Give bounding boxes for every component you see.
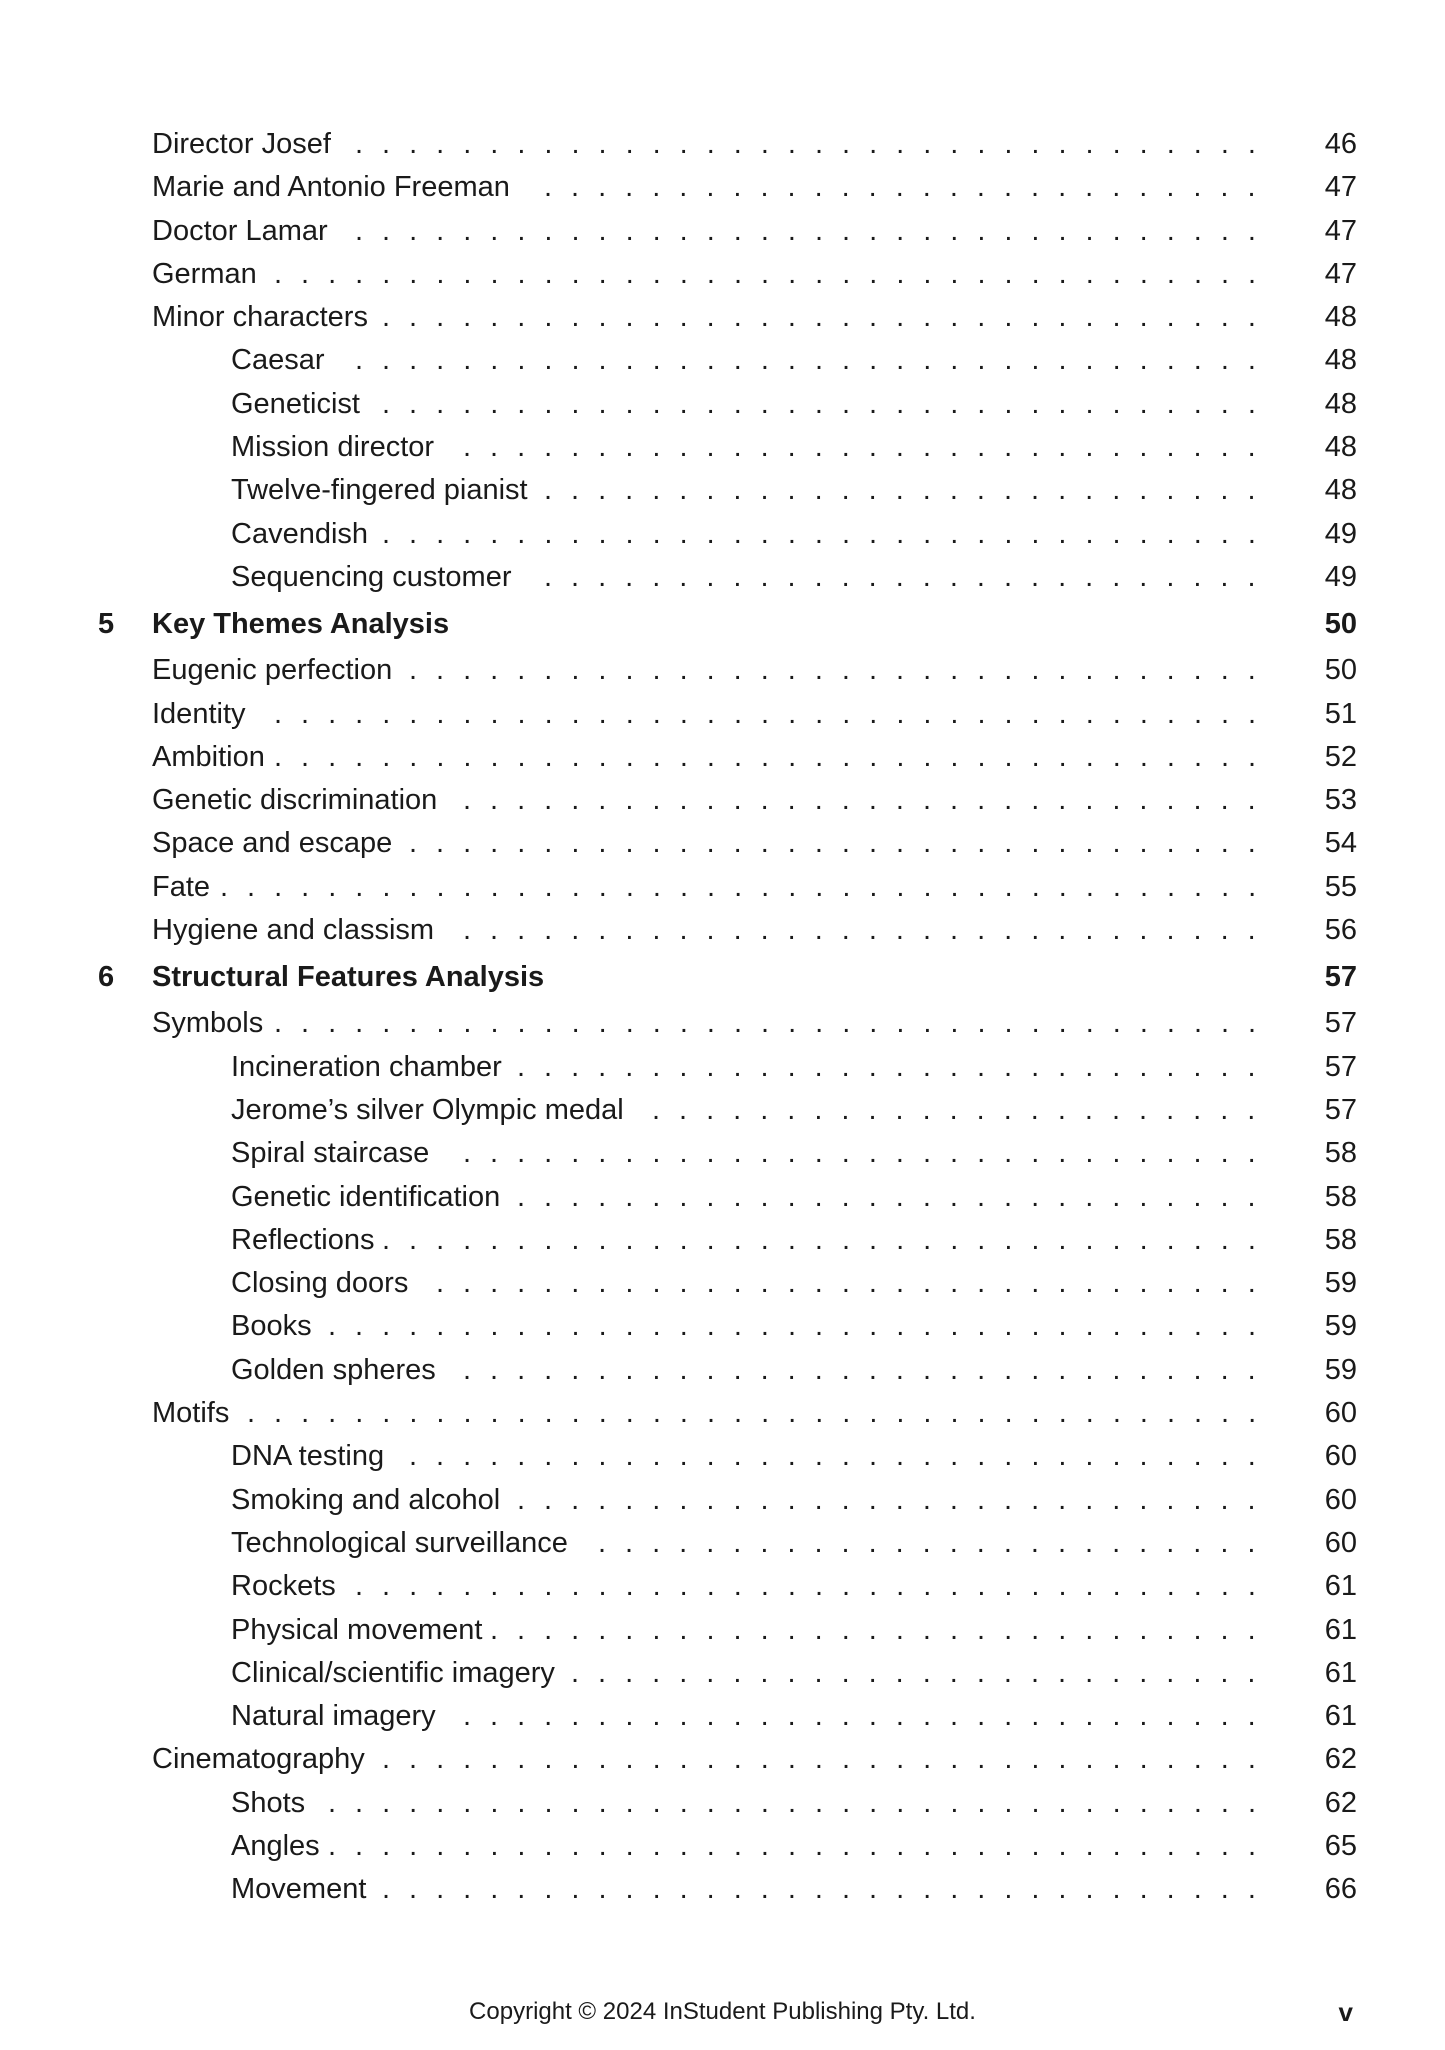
dot-leader: ..................................... xyxy=(274,257,1276,290)
toc-page-number: 47 xyxy=(1324,214,1357,247)
toc-page-number: 57 xyxy=(1324,961,1357,994)
toc-page-number: 48 xyxy=(1324,344,1357,377)
toc-entry[interactable] xyxy=(0,253,1445,296)
toc-entry-title: Caesar xyxy=(231,344,325,377)
toc-entry-title: Space and escape xyxy=(152,827,393,860)
toc-entry[interactable] xyxy=(0,1738,1445,1781)
toc-entry[interactable] xyxy=(0,1435,1445,1478)
toc-entry-title: Mission director xyxy=(231,431,435,464)
dot-leader: ........................... xyxy=(544,171,1275,204)
toc-entry[interactable] xyxy=(0,1825,1445,1868)
toc-page-number: 61 xyxy=(1324,1570,1357,1603)
toc-section-number: 5 xyxy=(98,608,115,641)
toc-entry-title: Fate xyxy=(152,870,211,903)
toc-entry[interactable] xyxy=(0,1046,1445,1089)
copyright-notice: Copyright © 2024 InStudent Publishing Pty. Ltd. xyxy=(469,1998,976,2025)
toc-entry[interactable] xyxy=(0,779,1445,822)
toc-page-number: 47 xyxy=(1324,171,1357,204)
toc-entry[interactable] xyxy=(0,1392,1445,1435)
toc-entry[interactable] xyxy=(0,1002,1445,1045)
toc-entry-title: Cavendish xyxy=(231,517,369,550)
toc-entry[interactable] xyxy=(0,822,1445,865)
toc-entry[interactable] xyxy=(0,210,1445,253)
toc-page-number: 53 xyxy=(1324,784,1357,817)
toc-entry-title: Doctor Lamar xyxy=(152,214,328,247)
dot-leader: ............................ xyxy=(517,1180,1275,1213)
dot-leader: .............................. xyxy=(463,1137,1275,1170)
dot-leader: ......................... xyxy=(598,1526,1275,1559)
toc-entry[interactable] xyxy=(0,1305,1445,1348)
toc-entry[interactable] xyxy=(0,1695,1445,1738)
toc-page-number: 49 xyxy=(1324,560,1357,593)
toc-entry[interactable] xyxy=(0,909,1445,952)
toc-entry-title: Technological surveillance xyxy=(231,1526,568,1559)
dot-leader: .................................. xyxy=(355,1570,1275,1603)
toc-page-number: 58 xyxy=(1324,1223,1357,1256)
dot-leader: .................................. xyxy=(355,214,1275,247)
toc-page-number: 48 xyxy=(1324,474,1357,507)
toc-entry[interactable] xyxy=(0,383,1445,426)
dot-leader: .................................. xyxy=(355,128,1275,160)
dot-leader: .............................. xyxy=(463,431,1275,464)
toc-entry[interactable] xyxy=(0,1479,1445,1522)
dot-leader: ................................. xyxy=(382,517,1275,550)
toc-entry[interactable] xyxy=(0,1609,1445,1652)
toc-entry[interactable] xyxy=(0,556,1445,599)
toc-page-number: 50 xyxy=(1324,654,1357,687)
toc-entry-title: Golden spheres xyxy=(231,1353,436,1386)
toc-page-number: 46 xyxy=(1324,128,1357,160)
toc-entry[interactable] xyxy=(0,736,1445,779)
toc-page-number: 56 xyxy=(1324,914,1357,947)
toc-entry-title: Genetic identification xyxy=(231,1180,501,1213)
toc-entry-title: Cinematography xyxy=(152,1743,365,1776)
toc-page-number: 59 xyxy=(1324,1267,1357,1300)
toc-entry[interactable] xyxy=(0,426,1445,469)
toc-entry-title: DNA testing xyxy=(231,1440,385,1473)
dot-leader: ................................. xyxy=(382,387,1275,420)
toc-entry[interactable] xyxy=(0,1349,1445,1392)
dot-leader: ................................. xyxy=(382,1223,1275,1256)
toc-entry-title: Ambition xyxy=(152,740,265,773)
toc-entry[interactable] xyxy=(0,1868,1445,1911)
dot-leader: ................................. xyxy=(382,301,1275,334)
page-number: v xyxy=(1338,1997,1353,2027)
toc-page-number: 57 xyxy=(1324,1007,1357,1040)
toc-page-number: 60 xyxy=(1324,1397,1357,1430)
toc-entry[interactable] xyxy=(0,166,1445,209)
dot-leader: ................................ xyxy=(409,1440,1275,1473)
toc-entry[interactable] xyxy=(0,1262,1445,1305)
dot-leader: ............................ xyxy=(517,1483,1275,1516)
toc-entry[interactable] xyxy=(0,513,1445,556)
toc-page-number: 66 xyxy=(1324,1873,1357,1906)
toc-entry[interactable] xyxy=(0,296,1445,339)
toc-entry[interactable] xyxy=(0,1219,1445,1262)
toc-entry-title: Incineration chamber xyxy=(231,1050,502,1083)
toc-entry-title: Identity xyxy=(152,697,246,730)
toc-entry-title: Twelve-fingered pianist xyxy=(231,474,528,507)
toc-entry-title: Marie and Antonio Freeman xyxy=(152,171,510,204)
toc-page-number: 55 xyxy=(1324,870,1357,903)
toc-page-number: 57 xyxy=(1324,1093,1357,1126)
dot-leader: ............................ xyxy=(517,1050,1275,1083)
toc-page-number: 62 xyxy=(1324,1743,1357,1776)
toc-entry-title: Natural imagery xyxy=(231,1700,436,1733)
toc-page-number: 48 xyxy=(1324,431,1357,464)
toc-entry-title: Clinical/scientific imagery xyxy=(231,1656,555,1689)
toc-entry-title: Eugenic perfection xyxy=(152,654,393,687)
dot-leader: ..................................... xyxy=(274,1007,1276,1040)
dot-leader: ................................... xyxy=(328,1310,1275,1343)
dot-leader: ..................................... xyxy=(274,740,1276,773)
dot-leader: ...................................... xyxy=(247,1397,1276,1430)
toc-entry-title: Minor characters xyxy=(152,301,368,334)
dot-leader: ..................................... xyxy=(274,697,1276,730)
toc-entry-title: Movement xyxy=(231,1873,367,1906)
toc-entry[interactable] xyxy=(0,1089,1445,1132)
dot-leader: ........................... xyxy=(544,560,1275,593)
toc-page-number: 48 xyxy=(1324,301,1357,334)
dot-leader: ............................. xyxy=(490,1613,1275,1646)
dot-leader: ................................ xyxy=(409,827,1275,860)
toc-entry[interactable] xyxy=(0,649,1445,692)
toc-page-number: 51 xyxy=(1324,697,1357,730)
toc-entry[interactable] xyxy=(0,1522,1445,1565)
toc-entry-title: Symbols xyxy=(152,1007,264,1040)
dot-leader: ................................... xyxy=(328,1786,1275,1819)
dot-leader: ................................ xyxy=(409,654,1275,687)
toc-page-number: 47 xyxy=(1324,257,1357,290)
dot-leader: .............................. xyxy=(463,784,1275,817)
toc-section-heading[interactable] xyxy=(0,952,1445,1002)
toc-section-heading[interactable] xyxy=(0,599,1445,649)
toc-page-number: 57 xyxy=(1324,1050,1357,1083)
toc-page-number: 49 xyxy=(1324,517,1357,550)
toc-page-number: 60 xyxy=(1324,1483,1357,1516)
toc-entry[interactable] xyxy=(0,1132,1445,1175)
dot-leader: .................................. xyxy=(355,344,1275,377)
dot-leader: .............................. xyxy=(463,1700,1275,1733)
dot-leader: ................................... xyxy=(328,1829,1275,1862)
toc-page-number: 61 xyxy=(1324,1613,1357,1646)
toc-entry-title: Shots xyxy=(231,1786,306,1819)
toc-entry[interactable] xyxy=(0,866,1445,909)
dot-leader: ........................... xyxy=(544,474,1275,507)
dot-leader: ................................. xyxy=(382,1743,1275,1776)
toc-page-number: 50 xyxy=(1324,608,1357,641)
toc-entry[interactable] xyxy=(0,469,1445,512)
toc-entry[interactable] xyxy=(0,123,1445,166)
toc-entry-title: Hygiene and classism xyxy=(152,914,435,947)
toc-entry-title: Geneticist xyxy=(231,387,360,420)
toc-entry-title: Structural Features Analysis xyxy=(152,961,545,994)
toc-page-number: 54 xyxy=(1324,827,1357,860)
toc-entry-title: Spiral staircase xyxy=(231,1137,430,1170)
toc-page-number: 61 xyxy=(1324,1700,1357,1733)
toc-entry[interactable] xyxy=(0,339,1445,382)
toc-page-number: 58 xyxy=(1324,1137,1357,1170)
toc-entry[interactable] xyxy=(0,1652,1445,1695)
toc-page-number: 59 xyxy=(1324,1310,1357,1343)
toc-entry[interactable] xyxy=(0,1565,1445,1608)
toc-entry[interactable] xyxy=(0,1176,1445,1219)
toc-page-number: 62 xyxy=(1324,1786,1357,1819)
toc-page-number: 65 xyxy=(1324,1829,1357,1862)
toc-entry-title: Smoking and alcohol xyxy=(231,1483,501,1516)
dot-leader: ............................... xyxy=(436,1267,1275,1300)
toc-entry-title: Closing doors xyxy=(231,1267,409,1300)
toc-entry-title: Jerome’s silver Olympic medal xyxy=(231,1093,624,1126)
dot-leader: ....................... xyxy=(652,1093,1275,1126)
toc-entry[interactable] xyxy=(0,1782,1445,1825)
toc-page-number: 58 xyxy=(1324,1180,1357,1213)
dot-leader: .............................. xyxy=(463,1353,1275,1386)
toc-entry-title: Reflections xyxy=(231,1223,375,1256)
toc-entry-title: Physical movement xyxy=(231,1613,483,1646)
toc-page-number: 59 xyxy=(1324,1353,1357,1386)
toc-entry-title: Motifs xyxy=(152,1397,230,1430)
toc-entry-title: German xyxy=(152,257,257,290)
toc-entry-title: Books xyxy=(231,1310,312,1343)
table-of-contents xyxy=(0,123,1445,1912)
toc-entry[interactable] xyxy=(0,693,1445,736)
dot-leader: .......................... xyxy=(571,1656,1275,1689)
toc-entry-title: Director Josef xyxy=(152,128,331,160)
toc-page-number: 48 xyxy=(1324,387,1357,420)
toc-entry-title: Rockets xyxy=(231,1570,336,1603)
toc-entry-title: Sequencing customer xyxy=(231,560,512,593)
page-footer xyxy=(0,1992,1445,2032)
toc-section-number: 6 xyxy=(98,961,115,994)
toc-page-number: 52 xyxy=(1324,740,1357,773)
toc-page-number: 60 xyxy=(1324,1440,1357,1473)
toc-entry-title: Key Themes Analysis xyxy=(152,608,450,641)
toc-entry-title: Angles xyxy=(231,1829,320,1862)
toc-page-number: 60 xyxy=(1324,1526,1357,1559)
dot-leader: ................................. xyxy=(382,1873,1275,1906)
dot-leader: .............................. xyxy=(463,914,1275,947)
toc-entry-title: Genetic discrimination xyxy=(152,784,438,817)
toc-page-number: 61 xyxy=(1324,1656,1357,1689)
dot-leader: ....................................... xyxy=(220,870,1276,903)
